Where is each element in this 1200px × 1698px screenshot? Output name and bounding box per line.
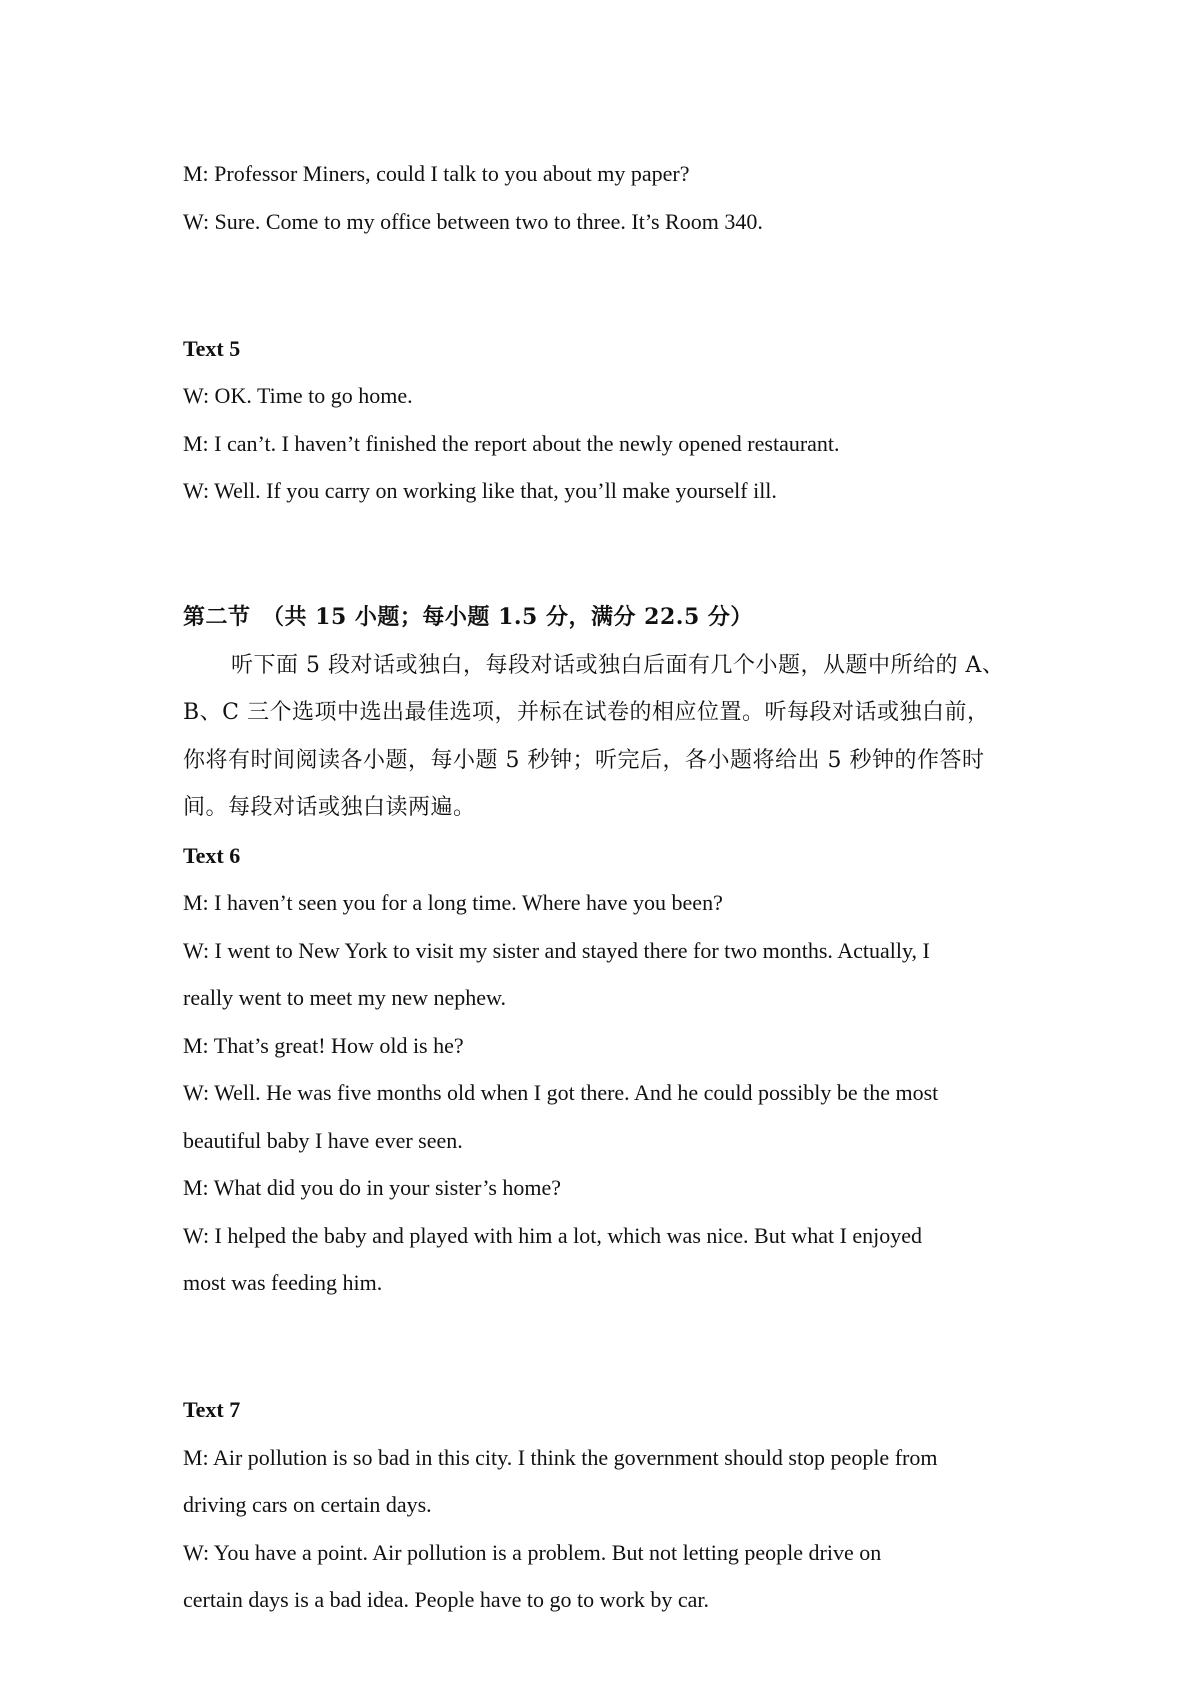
dialogue-line: M: I can’t. I haven’t finished the report about the newly opened restaurant. — [183, 430, 840, 456]
dialogue-line: beautiful baby I have ever seen. — [183, 1127, 463, 1153]
dialogue-line: M: What did you do in your sister’s home? — [183, 1175, 562, 1200]
instruction-line: 间。每段对话或独白读两遍。 — [183, 795, 476, 820]
instruction-line: B、C 三个选项中选出最佳选项，并标在试卷的相应位置。听每段对话或独白前， — [183, 700, 990, 725]
dialogue-line: W: Sure. Come to my office between two to three. It’s Room 340. — [183, 208, 763, 234]
dialogue-line: M: Air pollution is so bad in this city. I think the government should stop people from — [183, 1444, 938, 1470]
section-heading: 第二节 （共 15 小题；每小题 1.5 分，满分 22.5 分） — [183, 604, 753, 630]
dialogue-line: really went to meet my new nephew. — [183, 985, 506, 1010]
section-heading: Text 7 — [183, 1397, 241, 1422]
section-heading: Text 5 — [183, 335, 241, 361]
dialogue-line: certain days is a bad idea. People have to go to work by car. — [183, 1587, 710, 1612]
dialogue-line: W: Well. If you carry on working like that, you’ll make yourself ill. — [183, 478, 777, 503]
dialogue-line: W: I went to New York to visit my sister and stayed there for two months. Actually, I — [183, 937, 930, 963]
dialogue-line: W: OK. Time to go home. — [183, 383, 413, 408]
dialogue-line: most was feeding him. — [183, 1270, 383, 1295]
instruction-line: 你将有时间阅读各小题，每小题 5 秒钟；听完后，各小题将给出 5 秒钟的作答时 — [183, 747, 985, 773]
dialogue-line: M: That’s great! How old is he? — [183, 1032, 464, 1058]
dialogue-line: M: Professor Miners, could I talk to you about my paper? — [183, 161, 690, 186]
paragraph-gap — [183, 1323, 1043, 1371]
section-heading: Text 6 — [183, 842, 241, 868]
instruction-line: 听下面 5 段对话或独白，每段对话或独白后面有几个小题，从题中所给的 A、 — [231, 652, 1005, 678]
dialogue-line: W: I helped the baby and played with him a lot, which was nice. But what I enjoyed — [183, 1222, 923, 1248]
paragraph-gap — [183, 261, 1043, 309]
document-page — [183, 150, 1043, 1624]
document-body — [183, 150, 1043, 1624]
dialogue-line: driving cars on certain days. — [183, 1492, 432, 1517]
dialogue-line: W: Well. He was five months old when I got there. And he could possibly be the most — [183, 1080, 939, 1105]
dialogue-line: W: You have a point. Air pollution is a problem. But not letting people drive on — [183, 1539, 882, 1565]
dialogue-line: M: I haven’t seen you for a long time. Where have you been? — [183, 890, 723, 915]
paragraph-gap — [183, 531, 1043, 579]
